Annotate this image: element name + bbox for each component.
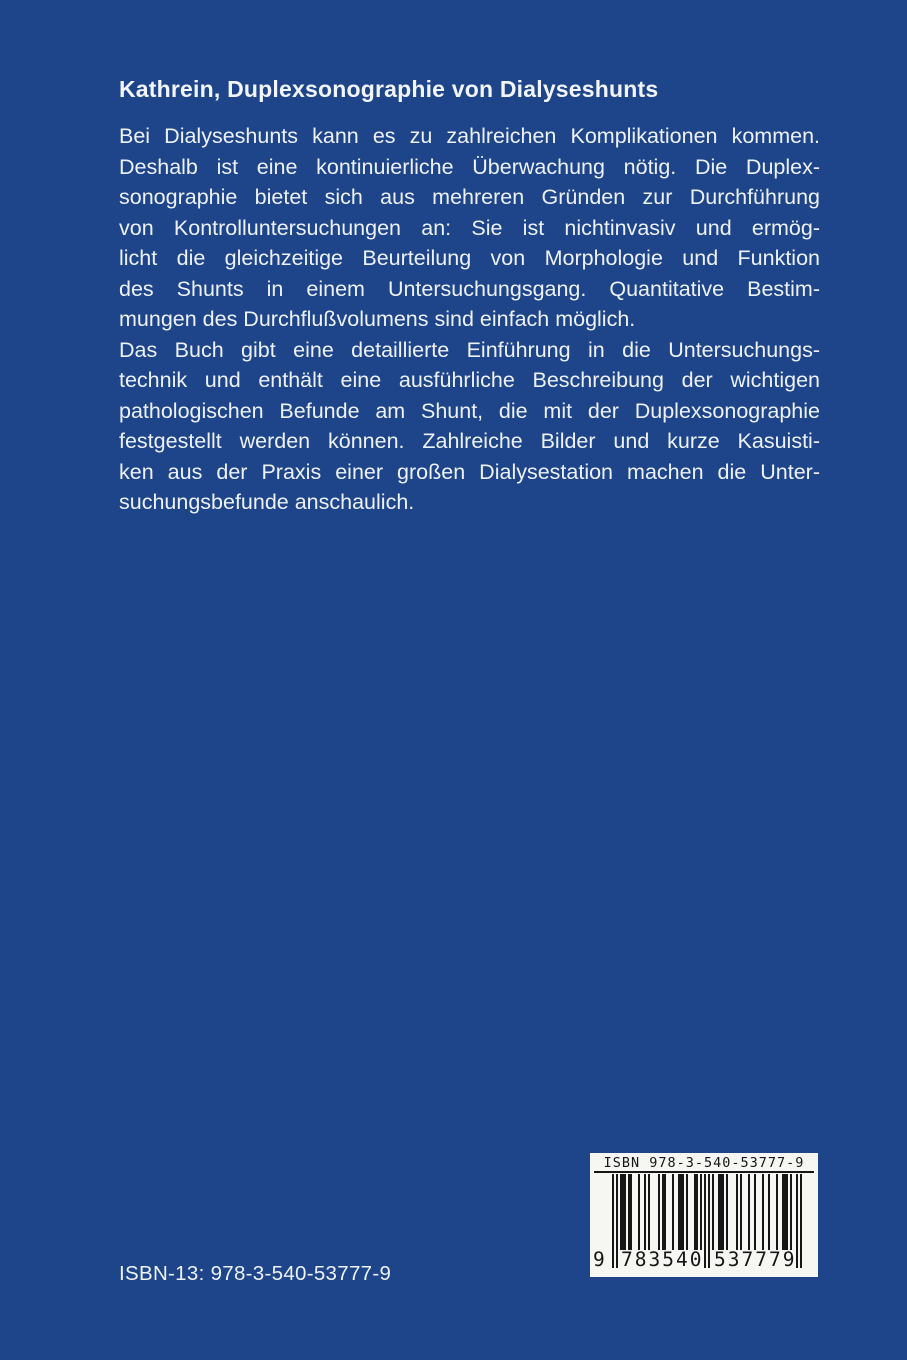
barcode-bar <box>644 1174 646 1250</box>
barcode-bar <box>648 1174 650 1250</box>
description-line: mungen des Durchflußvolumens sind einfach möglich. <box>119 307 636 331</box>
barcode-bar <box>762 1174 764 1250</box>
barcode-bar <box>768 1174 770 1250</box>
barcode-bar <box>726 1174 728 1250</box>
barcode-digit-system: 9 <box>593 1248 605 1271</box>
description-line: ken aus der Praxis einer großen Dialysestation machen die Unter- <box>119 459 820 484</box>
barcode-bar <box>672 1174 674 1250</box>
description-line: Das Buch gibt eine detaillierte Einführung in die Untersuchungs- <box>119 337 820 362</box>
barcode-bar <box>712 1174 714 1250</box>
barcode-bar <box>754 1174 756 1250</box>
barcode-bar <box>790 1174 792 1250</box>
book-title: Kathrein, Duplexsonographie von Dialyseshunts <box>119 76 659 102</box>
barcode-bar <box>686 1174 688 1250</box>
barcode-bar <box>678 1174 684 1250</box>
barcode-bar <box>782 1174 788 1250</box>
barcode-digits <box>590 1248 818 1274</box>
barcode-bar <box>628 1174 632 1250</box>
barcode-bar <box>658 1174 660 1250</box>
barcode-isbn-label: ISBN 978-3-540-53777-9 <box>603 1155 805 1171</box>
isbn-text: ISBN-13: 978-3-540-53777-9 <box>119 1262 392 1285</box>
description-line: licht die gleichzeitige Beurteilung von Morphologie und Funktion <box>119 246 820 270</box>
barcode-digits-right: 537779 <box>714 1248 797 1271</box>
barcode-bar <box>620 1174 626 1250</box>
barcode-divider-line <box>594 1171 814 1173</box>
barcode-bar <box>776 1174 778 1250</box>
description-line: pathologischen Befunde am Shunt, die mit der Duplexsonographie <box>119 398 820 423</box>
barcode <box>590 1153 818 1277</box>
barcode-bar <box>748 1174 750 1250</box>
description-line: Deshalb ist eine kontinuierliche Überwachung nötig. Die Duplex- <box>119 154 820 179</box>
barcode-bar <box>700 1174 702 1250</box>
description-line: sonographie bietet sich aus mehreren Gründen zur Durchführung <box>119 185 820 209</box>
description-line: suchungsbefunde anschaulich. <box>119 490 415 514</box>
description-line: von Kontrolluntersuchungen an: Sie ist nichtinvasiv und ermög- <box>119 215 820 240</box>
description-line: Bei Dialyseshunts kann es zu zahlreichen Komplikationen kommen. <box>119 124 820 148</box>
barcode-bar <box>718 1174 724 1250</box>
barcode-bar <box>740 1174 742 1250</box>
barcode-bar <box>638 1174 640 1250</box>
description-text <box>119 121 820 518</box>
barcode-bar <box>736 1174 738 1250</box>
barcode-bar <box>662 1174 666 1250</box>
description-line: technik und enthält eine ausführliche Beschreibung der wichtigen <box>119 368 820 392</box>
description-line: des Shunts in einem Untersuchungsgang. Quantitative Bestim- <box>119 276 820 301</box>
barcode-digits-left: 783540 <box>621 1248 704 1271</box>
barcode-bar <box>694 1174 698 1250</box>
description-line: festgestellt werden können. Zahlreiche Bilder und kurze Kasuisti- <box>119 429 820 453</box>
